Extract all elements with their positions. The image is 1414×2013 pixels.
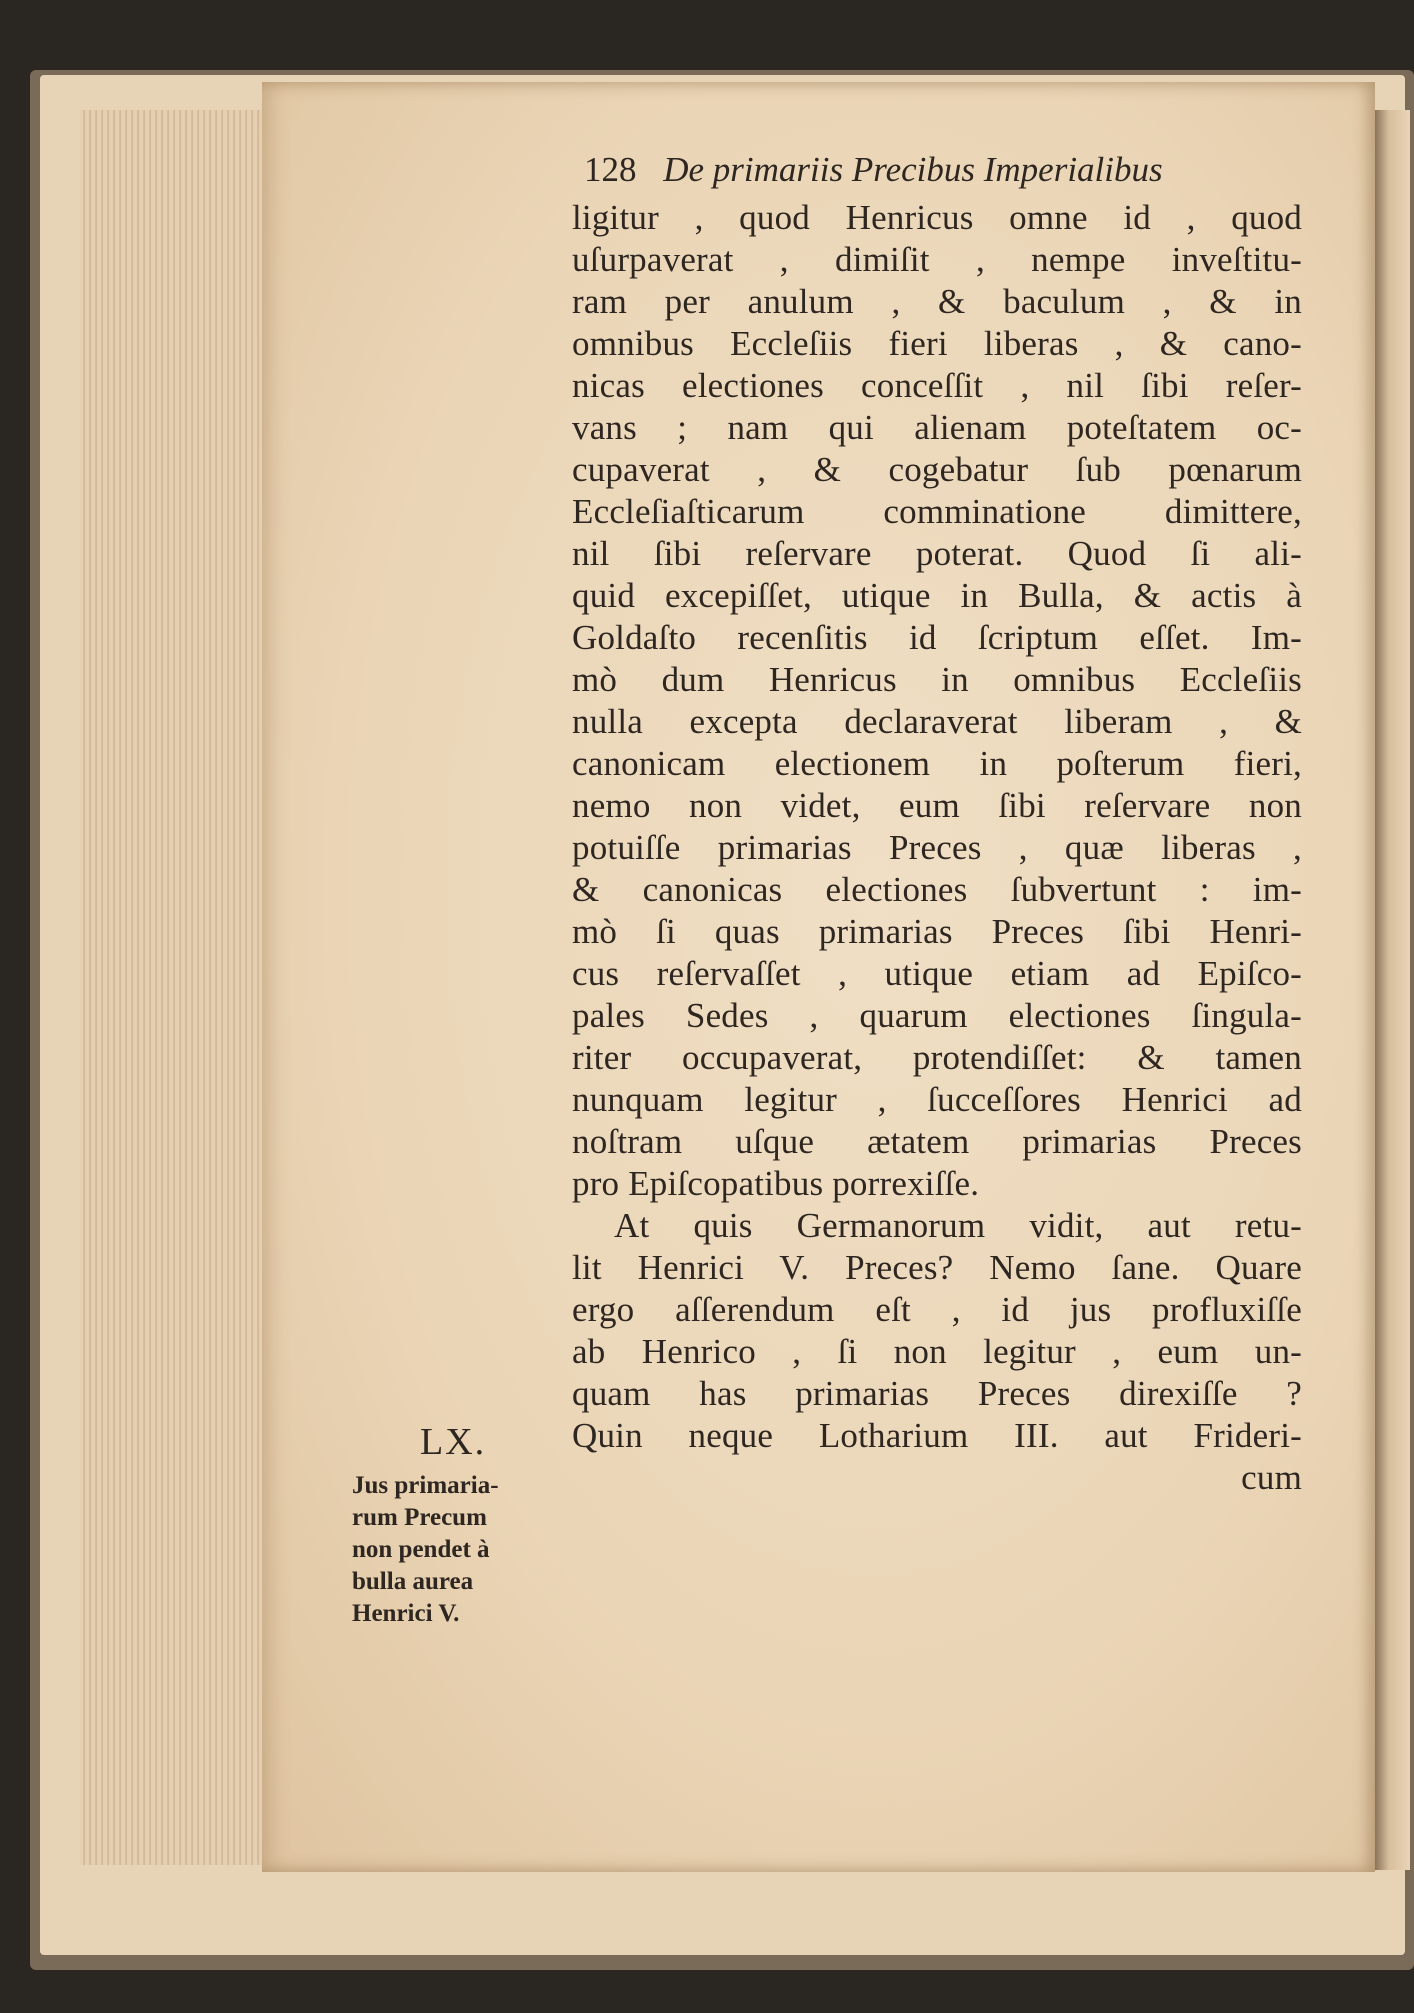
- text-line: cupaverat , & cogebatur ſub pœnarum: [572, 450, 1302, 489]
- text-line: nulla excepta declaraverat liberam , &: [572, 702, 1302, 741]
- text-line: quid excepiſſet, utique in Bulla, & actis à: [572, 576, 1302, 615]
- text-line: nil ſibi reſervare poterat. Quod ſi ali-: [572, 534, 1302, 573]
- text-line: nunquam legitur , ſucceſſores Henrici ad: [572, 1080, 1302, 1119]
- text-line: nemo non videt, eum ſibi reſervare non: [572, 786, 1302, 825]
- text-line: ram per anulum , & baculum , & in: [572, 282, 1302, 321]
- text-line: pro Epiſcopatibus porrexiſſe.: [572, 1164, 980, 1203]
- text-line: Eccleſiaſticarum comminatione dimittere,: [572, 492, 1302, 531]
- margin-note-line: Henrici V.: [352, 1600, 460, 1627]
- margin-section-number: LX.: [420, 1421, 487, 1463]
- margin-note-line: Jus primaria-: [352, 1472, 499, 1499]
- text-line: Quin neque Lotharium III. aut Frideri-: [572, 1416, 1302, 1455]
- text-line: mò dum Henricus in omnibus Eccleſiis: [572, 660, 1302, 699]
- page-number: 128: [584, 150, 637, 189]
- text-line: & canonicas electiones ſubvertunt : im-: [572, 870, 1302, 909]
- text-line: canonicam electionem in poſterum fieri,: [572, 744, 1302, 783]
- text-line: uſurpaverat , dimiſit , nempe inveſtitu-: [572, 240, 1302, 279]
- margin-note-line: bulla aurea: [352, 1568, 474, 1595]
- text-line: riter occupaverat, protendiſſet: & tamen: [572, 1038, 1302, 1077]
- text-line: mò ſi quas primarias Preces ſibi Henri-: [572, 912, 1302, 951]
- page-edges-stack: [80, 110, 267, 1865]
- text-line: quam has primarias Preces direxiſſe ?: [572, 1374, 1302, 1413]
- text-line: cus reſervaſſet , utique etiam ad Epiſco-: [572, 954, 1302, 993]
- facing-page-edge: [1375, 110, 1410, 1870]
- margin-note-line: non pendet à: [352, 1536, 490, 1563]
- margin-note-line: rum Precum: [352, 1504, 487, 1531]
- text-line: potuiſſe primarias Preces , quæ liberas ,: [572, 828, 1302, 867]
- text-line: Goldaſto recenſitis id ſcriptum eſſet. Im-: [572, 618, 1302, 657]
- text-line: ligitur , quod Henricus omne id , quod: [572, 198, 1302, 237]
- text-line: ergo aſſerendum eſt , id jus profluxiſſe: [572, 1290, 1302, 1329]
- catchword: cum: [1241, 1458, 1302, 1497]
- text-line: vans ; nam qui alienam poteſtatem oc-: [572, 408, 1302, 447]
- text-line: pales Sedes , quarum electiones ſingula-: [572, 996, 1302, 1035]
- running-title: De primariis Precibus Imperialibus: [663, 150, 1163, 189]
- text-line: noſtram uſque ætatem primarias Preces: [572, 1122, 1302, 1161]
- running-header: [584, 150, 1304, 190]
- text-line: At quis Germanorum vidit, aut retu-: [614, 1206, 1302, 1245]
- text-line: ab Henrico , ſi non legitur , eum un-: [572, 1332, 1302, 1371]
- text-line: lit Henrici V. Preces? Nemo ſane. Quare: [572, 1248, 1302, 1287]
- text-line: omnibus Eccleſiis fieri liberas , & cano-: [572, 324, 1302, 363]
- text-line: nicas electiones conceſſit , nil ſibi reſer-: [572, 366, 1302, 405]
